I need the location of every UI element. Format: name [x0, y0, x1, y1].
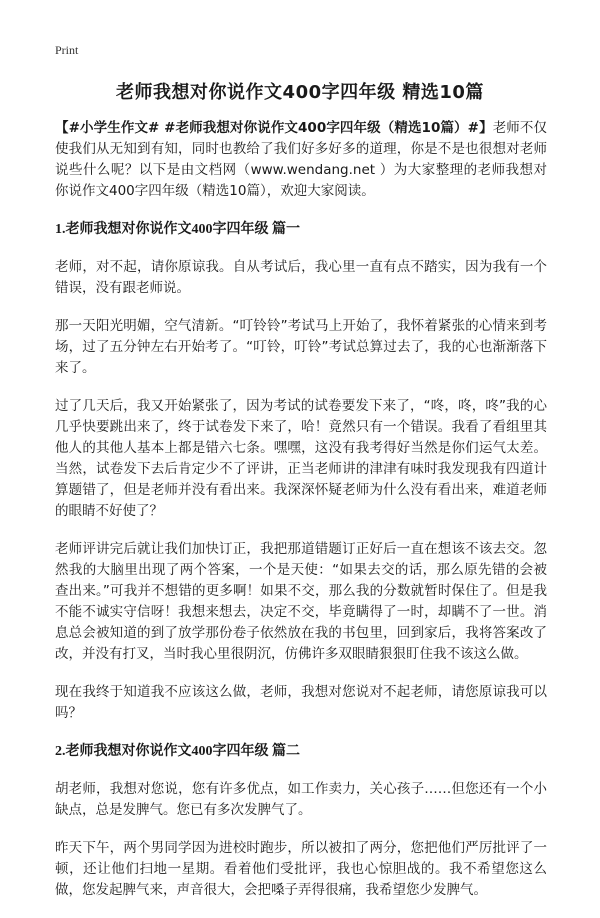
intro-tag: 【#小学生作文# #老师我想对你说作文400字四年级（精选10篇）#】	[55, 120, 493, 136]
section-heading-1: 1.老师我想对你说作文400字四年级 篇一	[55, 222, 300, 237]
section-heading-2: 2.老师我想对你说作文400字四年级 篇二	[55, 744, 300, 759]
intro-text: 老师不仅使我们从无知到有知，同时也教给了我们好多好多的道理，你是不是也很想对老师说些什么呢？以下是由文档网（www.wendang.net ）为大家整理的老师我想对你说作文400字四年级（精选10篇），欢迎大家阅读。	[55, 120, 548, 199]
section-1-paragraph: 那一天阳光明媚，空气清新。“叮铃铃”考试马上开始了，我怀着紧张的心情来到考场，过了五分钟左右开始考了。“叮铃，叮铃”考试总算过去了，我的心也渐渐落下来了。	[55, 318, 547, 376]
section-1-paragraph: 老师评讲完后就让我们加快订正，我把那道错题订正好后一直在想该不该去交。忽然我的大脑里出现了两个答案，一个是天使：“如果去交的话，那么原先错的会被查出来。”可我并不想错的更多啊！如果不交，那么我的分数就暂时保住了。但是我不能不诚实守信呀！我想来想去，决定不交，毕竟瞒得了一时，却瞒不了一世。消息总会被知道的到了放学那份卷子依然放在我的书包里，回到家后，我将答案改了改，并没有打叉，当时我心里很阴沉，仿佛许多双眼睛狠狠盯住我不该这么做。	[55, 541, 547, 662]
document-body	[55, 118, 547, 918]
section-2-paragraph: 昨天下午，两个男同学因为进校时跑步，所以被扣了两分，您把他们严厉批评了一顿，还让他们扫地一星期。看着他们受批评，我也心惊胆战的。我不希望您这么做，您发起脾气来，声音很大，会把嗓子弄得很痛，我希望您少发脾气。	[55, 840, 547, 898]
section-2-paragraph: 胡老师，我想对您说，您有许多优点，如工作卖力，关心孩子……但您还有一个小缺点，总是发脾气。您已有多次发脾气了。	[55, 781, 547, 818]
intro-paragraph	[55, 118, 547, 202]
section-1-paragraph: 现在我终于知道我不应该这么做，老师，我想对您说对不起老师，请您原谅我可以吗？	[55, 684, 547, 721]
section-1-paragraph: 老师，对不起，请你原谅我。自从考试后，我心里一直有点不踏实，因为我有一个错误，没有跟老师说。	[55, 259, 547, 296]
document-title: 老师我想对你说作文400字四年级 精选10篇	[116, 82, 484, 103]
print-label: Print	[55, 43, 79, 57]
section-1-paragraph: 过了几天后，我又开始紧张了，因为考试的试卷要发下来了，“咚，咚，咚”我的心几乎快要跳出来了，终于试卷发下来了，哈！竟然只有一个错误。我看了看组里其他人的其他人基本上都是错六七条。嘿嘿，这没有我考得好当然是你们运气太差。当然，试卷发下去后肯定少不了评讲，正当老师讲的津津有味时我发现我有四道计算题错了，但是老师并没有看出来。我深深怀疑老师为什么没有看出来，难道老师的眼睛不好使了？	[55, 398, 547, 519]
